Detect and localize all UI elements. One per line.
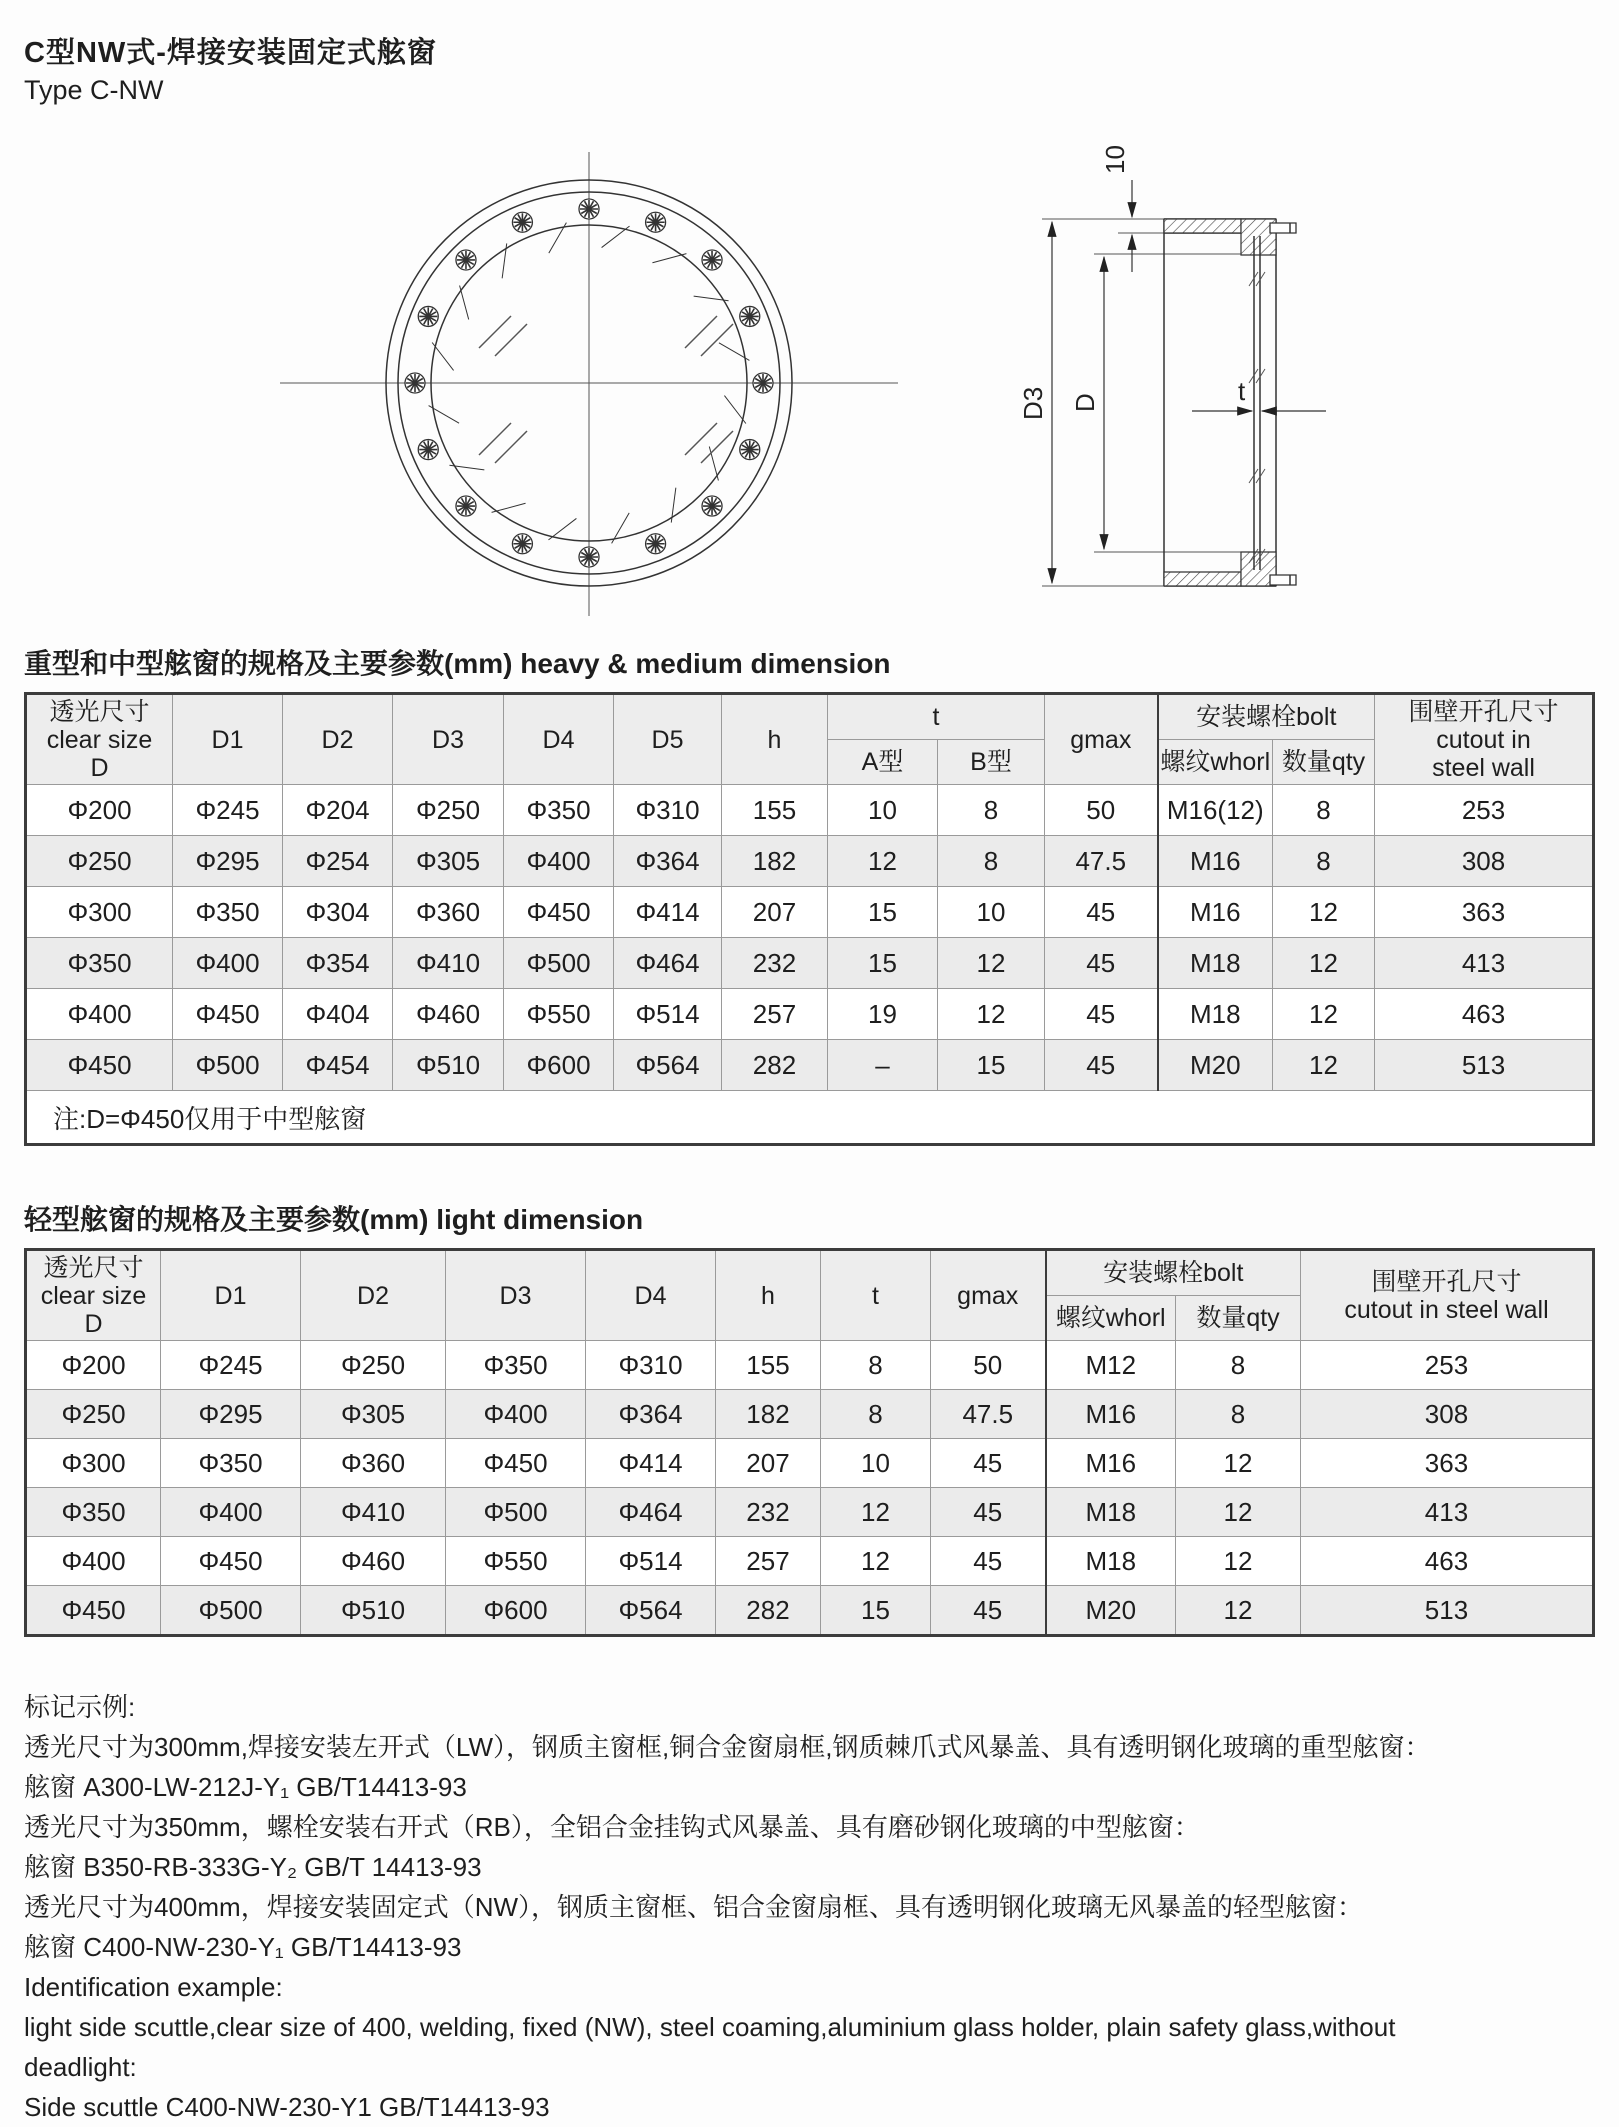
table-cell: 45 <box>931 1537 1046 1586</box>
table-cell: Φ400 <box>504 836 614 887</box>
table-cell: M12 <box>1046 1341 1176 1390</box>
table-cell: Φ460 <box>393 989 504 1040</box>
table-cell: Φ564 <box>586 1586 716 1636</box>
table-cell: Φ414 <box>586 1439 716 1488</box>
footer-line: 透光尺寸为400mm，焊接安装固定式（NW），钢质主窗框、铝合金窗扇框、具有透明钢化玻璃无风暴盖的轻型舷窗： <box>24 1892 1364 1922</box>
bolt-symbol <box>418 306 453 370</box>
table-cell: 12 <box>1176 1586 1301 1636</box>
table-cell: 182 <box>716 1390 821 1439</box>
footer-line: 透光尺寸为300mm,焊接安装左开式（LW），钢质主窗框,铜合金窗扇框,钢质棘爪式风暴盖、具有透明钢化玻璃的重型舷窗： <box>24 1732 1431 1762</box>
table-cell: Φ364 <box>586 1390 716 1439</box>
footer-line: light side scuttle,clear size of 400, welding, fixed (NW), steel coaming,aluminium glass holder, plain safety glass,without <box>24 2012 1396 2042</box>
table-cell: 155 <box>716 1341 821 1390</box>
table-cell: Φ410 <box>301 1488 446 1537</box>
table-note: 注:D=Φ450仅用于中型舷窗 <box>26 1091 1594 1145</box>
table-cell: 257 <box>722 989 828 1040</box>
table-cell: Φ400 <box>173 938 283 989</box>
table-cell: 12 <box>1273 938 1375 989</box>
table-cell: Φ400 <box>446 1390 586 1439</box>
table-row <box>26 1439 1594 1488</box>
table-cell: 12 <box>938 989 1045 1040</box>
table-cell: Φ450 <box>26 1040 173 1091</box>
bolt-symbol <box>694 296 760 326</box>
dim-label-t: t <box>1238 376 1246 406</box>
table-row <box>26 1390 1594 1439</box>
table-cell: M18 <box>1046 1537 1176 1586</box>
footer-line: 舷窗 A300-LW-212J-Y₁ GB/T14413-93 <box>24 1772 467 1802</box>
col-header-t: t <box>828 694 1045 740</box>
table-cell: 8 <box>1176 1341 1301 1390</box>
table-cell: Φ360 <box>301 1439 446 1488</box>
table-cell: Φ400 <box>26 1537 161 1586</box>
table-cell: Φ454 <box>283 1040 393 1091</box>
table-cell: Φ364 <box>614 836 722 887</box>
bolt-symbol <box>512 518 576 553</box>
col-header-d3: D3 <box>393 694 504 785</box>
table-row <box>26 1040 1594 1091</box>
table-cell: Φ250 <box>393 785 504 836</box>
table-cell: 282 <box>722 1040 828 1091</box>
bolt-symbol <box>646 488 676 554</box>
table-cell: 10 <box>938 887 1045 938</box>
table-cell: Φ305 <box>301 1390 446 1439</box>
table-cell: M16 <box>1046 1390 1176 1439</box>
table-cell: Φ310 <box>586 1341 716 1390</box>
col-header-whorl: 螺纹whorl <box>1158 740 1273 785</box>
table-cell: 8 <box>938 785 1045 836</box>
footer-line: 标记示例: <box>24 1692 136 1722</box>
col-header-h: h <box>722 694 828 785</box>
table-cell: 45 <box>931 1488 1046 1537</box>
col-header-gmax: gmax <box>931 1250 1046 1341</box>
table-cell: M16(12) <box>1158 785 1273 836</box>
table-cell: 45 <box>1045 989 1158 1040</box>
table-cell: 155 <box>722 785 828 836</box>
table-cell: Φ250 <box>301 1341 446 1390</box>
table-cell: Φ450 <box>504 887 614 938</box>
table-cell: 12 <box>1273 1040 1375 1091</box>
page-subtitle: Type C-NW <box>24 75 164 105</box>
table-cell: 45 <box>931 1439 1046 1488</box>
table-cell: Φ250 <box>26 836 173 887</box>
table-cell: 12 <box>1273 887 1375 938</box>
table-row <box>26 836 1594 887</box>
table-cell: Φ410 <box>393 938 504 989</box>
technical-drawings <box>274 124 1595 624</box>
table-cell: 45 <box>1045 938 1158 989</box>
footer-line: Side scuttle C400-NW-230-Y1 GB/T14413-93 <box>24 2092 550 2122</box>
table-cell: 45 <box>1045 1040 1158 1091</box>
col-header-qty: 数量qty <box>1273 740 1375 785</box>
table-cell: Φ550 <box>504 989 614 1040</box>
col-header-d5: D5 <box>614 694 722 785</box>
table-cell: Φ414 <box>614 887 722 938</box>
table-cell: Φ350 <box>173 887 283 938</box>
table-cell: Φ450 <box>173 989 283 1040</box>
table-row <box>26 887 1594 938</box>
section-bolt-bottom <box>1270 575 1296 585</box>
table-cell: 50 <box>1045 785 1158 836</box>
table-row <box>26 1537 1594 1586</box>
table-cell: 10 <box>828 785 938 836</box>
table-cell: 253 <box>1375 785 1594 836</box>
table-cell: 15 <box>938 1040 1045 1091</box>
bolt-symbol <box>418 440 484 470</box>
col-header-cutout: 围壁开孔尺寸 cutout in steel wall <box>1301 1250 1594 1341</box>
heavy-table-title: 重型和中型舷窗的规格及主要参数(mm) heavy & medium dimension <box>24 648 891 679</box>
table-cell: Φ550 <box>446 1537 586 1586</box>
col-header-t-type-a: A型 <box>828 740 938 785</box>
dim-label-d3: D3 <box>1018 386 1048 420</box>
table-cell: Φ295 <box>173 836 283 887</box>
table-cell: 463 <box>1375 989 1594 1040</box>
table-cell: 45 <box>931 1586 1046 1636</box>
table-cell: 12 <box>1176 1537 1301 1586</box>
table-cell: M18 <box>1046 1488 1176 1537</box>
table-cell: 15 <box>828 938 938 989</box>
table-cell: 513 <box>1375 1040 1594 1091</box>
table-cell: Φ564 <box>614 1040 722 1091</box>
col-header-d4: D4 <box>586 1250 716 1341</box>
glass-hatch-marks <box>479 316 733 463</box>
table-cell: Φ450 <box>26 1586 161 1636</box>
table-cell: 182 <box>722 836 828 887</box>
table-cell: 363 <box>1375 887 1594 938</box>
table-cell: 207 <box>722 887 828 938</box>
table-cell: 12 <box>1273 989 1375 1040</box>
table-cell: Φ510 <box>393 1040 504 1091</box>
col-header-clear-size: 透光尺寸 clear size D <box>26 694 173 785</box>
table-cell: 47.5 <box>1045 836 1158 887</box>
table-cell: Φ514 <box>586 1537 716 1586</box>
table-cell: 257 <box>716 1537 821 1586</box>
light-dimension-table <box>24 1248 1595 1637</box>
table-cell: Φ514 <box>614 989 722 1040</box>
table-cell: Φ300 <box>26 1439 161 1488</box>
table-cell: M16 <box>1158 887 1273 938</box>
col-header-gmax: gmax <box>1045 694 1158 785</box>
table-cell: 15 <box>821 1586 931 1636</box>
table-cell: 253 <box>1301 1341 1594 1390</box>
table-cell: Φ300 <box>26 887 173 938</box>
table-cell: Φ310 <box>614 785 722 836</box>
table-cell: 413 <box>1301 1488 1594 1537</box>
table-cell: Φ200 <box>26 785 173 836</box>
table-cell: Φ200 <box>26 1341 161 1390</box>
table-cell: 232 <box>716 1488 821 1537</box>
bolt-symbol <box>502 212 532 278</box>
col-header-bolt: 安装螺栓bolt <box>1046 1250 1301 1296</box>
table-cell: 12 <box>1176 1439 1301 1488</box>
table-cell: Φ304 <box>283 887 393 938</box>
table-cell: Φ600 <box>446 1586 586 1636</box>
footer-line: 舷窗 B350-RB-333G-Y₂ GB/T 14413-93 <box>24 1852 482 1882</box>
table-cell: 513 <box>1301 1586 1594 1636</box>
footer-line: Identification example: <box>24 1972 283 2002</box>
table-cell: 8 <box>821 1341 931 1390</box>
table-cell: 50 <box>931 1341 1046 1390</box>
table-cell: Φ460 <box>301 1537 446 1586</box>
table-cell: Φ400 <box>161 1488 301 1537</box>
table-cell: Φ360 <box>393 887 504 938</box>
footer-line: 舷窗 C400-NW-230-Y₁ GB/T14413-93 <box>24 1932 462 1962</box>
col-header-whorl: 螺纹whorl <box>1046 1296 1176 1341</box>
dim-label-d: D <box>1070 393 1100 412</box>
table-cell: Φ404 <box>283 989 393 1040</box>
table-cell: Φ500 <box>504 938 614 989</box>
table-cell: Φ245 <box>161 1341 301 1390</box>
table-cell: 12 <box>821 1488 931 1537</box>
table-cell: Φ450 <box>446 1439 586 1488</box>
table-cell: 363 <box>1301 1439 1594 1488</box>
dim-label-10: 10 <box>1100 145 1130 174</box>
table-cell: 308 <box>1375 836 1594 887</box>
table-cell: 12 <box>938 938 1045 989</box>
table-cell: Φ600 <box>504 1040 614 1091</box>
col-header-qty: 数量qty <box>1176 1296 1301 1341</box>
table-cell: Φ500 <box>446 1488 586 1537</box>
table-cell: 47.5 <box>931 1390 1046 1439</box>
table-cell: M20 <box>1046 1586 1176 1636</box>
identification-examples <box>24 1687 1595 2127</box>
table-cell: Φ354 <box>283 938 393 989</box>
table-cell: 8 <box>1176 1390 1301 1439</box>
table-cell: 12 <box>821 1537 931 1586</box>
table-cell: Φ400 <box>26 989 173 1040</box>
table-cell: 8 <box>821 1390 931 1439</box>
table-cell: M16 <box>1046 1439 1176 1488</box>
col-header-d2: D2 <box>283 694 393 785</box>
table-cell: M18 <box>1158 989 1273 1040</box>
table-cell: M20 <box>1158 1040 1273 1091</box>
table-cell: Φ245 <box>173 785 283 836</box>
col-header-cutout: 围壁开孔尺寸 cutout in steel wall <box>1375 694 1594 785</box>
table-cell: 8 <box>1273 785 1375 836</box>
table-cell: 413 <box>1375 938 1594 989</box>
table-cell: 19 <box>828 989 938 1040</box>
table-row <box>26 989 1594 1040</box>
table-row <box>26 938 1594 989</box>
table-row <box>26 1586 1594 1636</box>
table-row <box>26 1488 1594 1537</box>
section-bolt-top <box>1270 223 1296 233</box>
col-header-d3: D3 <box>446 1250 586 1341</box>
table-cell: Φ305 <box>393 836 504 887</box>
col-header-d1: D1 <box>161 1250 301 1341</box>
table-cell: 308 <box>1301 1390 1594 1439</box>
table-cell: 15 <box>828 887 938 938</box>
table-cell: 463 <box>1301 1537 1594 1586</box>
bolt-symbol <box>602 212 666 247</box>
col-header-t: t <box>821 1250 931 1341</box>
table-cell: M18 <box>1158 938 1273 989</box>
table-cell: 8 <box>938 836 1045 887</box>
col-header-d2: D2 <box>301 1250 446 1341</box>
table-cell: 8 <box>1273 836 1375 887</box>
table-cell: Φ295 <box>161 1390 301 1439</box>
table-cell: Φ350 <box>26 1488 161 1537</box>
heavy-medium-dimension-table <box>24 692 1595 1146</box>
table-cell: M16 <box>1158 836 1273 887</box>
col-header-clear-size: 透光尺寸 clear size D <box>26 1250 161 1341</box>
table-cell: Φ500 <box>173 1040 283 1091</box>
col-header-d4: D4 <box>504 694 614 785</box>
table-cell: Φ350 <box>446 1341 586 1390</box>
table-cell: 12 <box>828 836 938 887</box>
table-cell: 282 <box>716 1586 821 1636</box>
front-view-drawing <box>274 146 904 620</box>
table-cell: Φ510 <box>301 1586 446 1636</box>
section-view-drawing <box>1014 124 1344 624</box>
table-cell: Φ350 <box>161 1439 301 1488</box>
table-cell: Φ350 <box>26 938 173 989</box>
table-row <box>26 785 1594 836</box>
table-cell: – <box>828 1040 938 1091</box>
page-title: C型NW式-焊接安装固定式舷窗 <box>24 37 437 69</box>
col-header-d1: D1 <box>173 694 283 785</box>
col-header-h: h <box>716 1250 821 1341</box>
footer-line: 透光尺寸为350mm，螺栓安装右开式（RB），全铝合金挂钩式风暴盖、具有磨砂钢化玻璃的中型舷窗： <box>24 1812 1200 1842</box>
table-cell: Φ254 <box>283 836 393 887</box>
table-cell: Φ250 <box>26 1390 161 1439</box>
table-cell: 10 <box>821 1439 931 1488</box>
table-cell: Φ204 <box>283 785 393 836</box>
table-cell: Φ464 <box>586 1488 716 1537</box>
coaming-body <box>1164 219 1276 586</box>
table-cell: Φ500 <box>161 1586 301 1636</box>
table-cell: Φ450 <box>161 1537 301 1586</box>
table-cell: 12 <box>1176 1488 1301 1537</box>
table-cell: 207 <box>716 1439 821 1488</box>
table-cell: 232 <box>722 938 828 989</box>
bolt-symbol <box>724 396 759 460</box>
col-header-t-type-b: B型 <box>938 740 1045 785</box>
table-cell: Φ350 <box>504 785 614 836</box>
glass-pane <box>1249 236 1265 570</box>
footer-line: deadlight: <box>24 2052 137 2082</box>
light-table-title: 轻型舷窗的规格及主要参数(mm) light dimension <box>24 1204 644 1235</box>
table-cell: 45 <box>1045 887 1158 938</box>
table-row <box>26 1341 1594 1390</box>
col-header-bolt: 安装螺栓bolt <box>1158 694 1375 740</box>
table-cell: Φ464 <box>614 938 722 989</box>
